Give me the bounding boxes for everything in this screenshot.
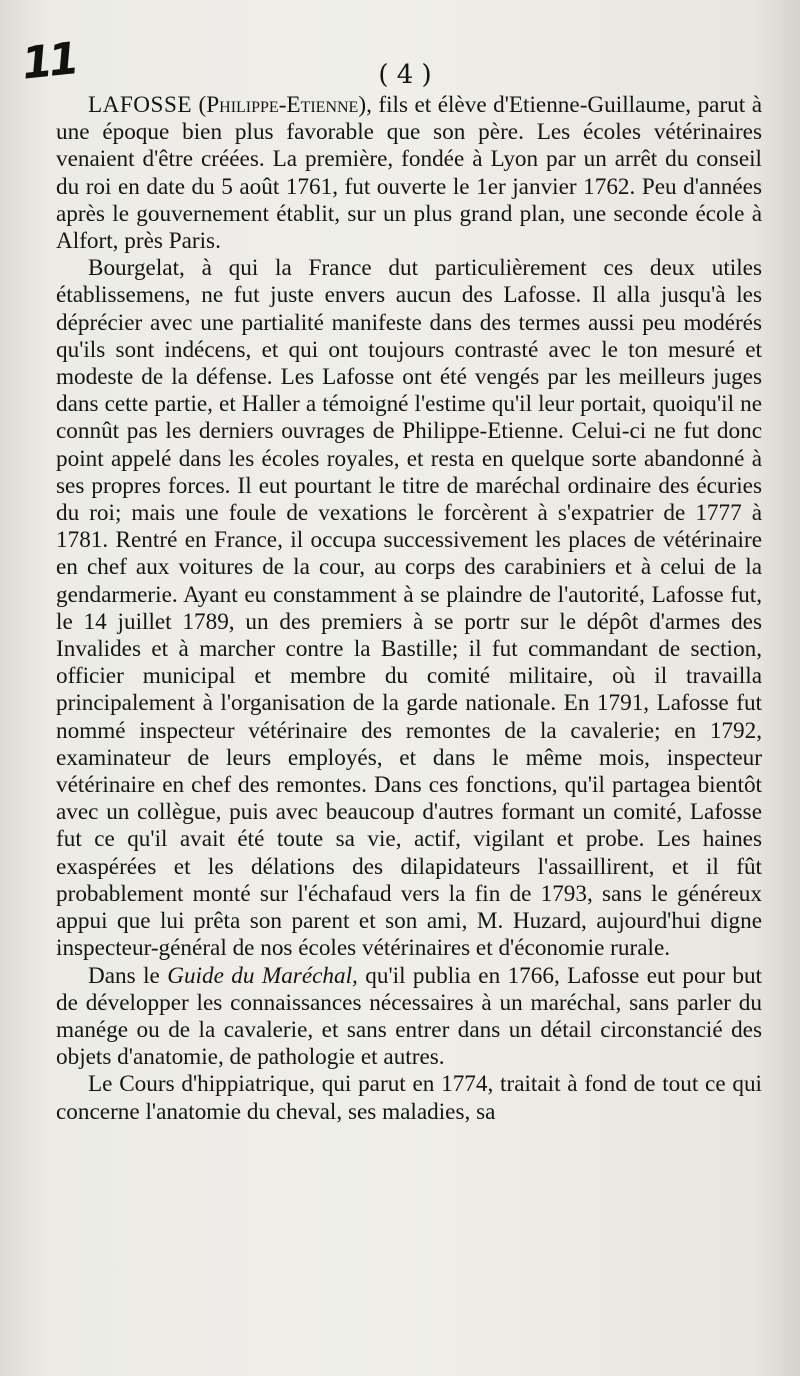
entry-name-parenthetical: (Philippe-Etienne) (198, 92, 367, 118)
paragraph-1-text: , fils et élève d'Etienne-Guillaume, parut à une époque bien plus favorable que son père. Les écoles vétérinaires venaient d'être créées. La première, fondée à Lyon par un arrêt du conseil du roi en date du 5 août 1761, fut ouverte le 1er janvier 1762. Peu d'années après le gouvernement établit, sur un plus grand plan, une seconde école à Alfort, près Paris. (56, 92, 763, 255)
body-text (56, 92, 762, 1126)
handwritten-margin-number: 11 (19, 33, 78, 90)
paragraph-4: Le Cours d'hippiatrique, qui parut en 1774, traitait à fond de tout ce qui concerne l'anatomie du cheval, ses maladies, sa (56, 1071, 762, 1125)
entry-name: LAFOSSE (88, 92, 193, 118)
paragraph-1 (56, 92, 762, 255)
page-number: ( 4 ) (378, 60, 432, 90)
paragraph-2: Bourgelat, à qui la France dut particulièrement ces deux utiles établissemens, ne fut juste envers aucun des Lafosse. Il alla jusqu'à les déprécier avec une partialité manifeste dans des termes aussi peu modérés qu'ils sont indécens, et qui ont toujours contrasté avec le ton mesuré et modeste de la défense. Les Lafosse ont été vengés par les meilleurs juges dans cette partie, et Haller a témoigné l'estime qu'il leur portait, quoiqu'il ne connût pas les derniers ouvrages de Philippe-Etienne. Celui-ci ne fut donc point appelé dans les écoles royales, et resta en quelque sorte abandonné à ses propres forces. Il eut pourtant le titre de maréchal ordinaire des écuries du roi; mais une foule de vexations le forcèrent à s'expatrier de 1777 à 1781. Rentré en France, il occupa successivement les places de vétérinaire en chef aux voitures de la cour, au corps des carabiniers et à celui de la gendarmerie. Ayant eu constamment à se plaindre de l'autorité, Lafosse fut, le 14 juillet 1789, un des premiers à se portr sur le dépôt d'armes des Invalides et à marcher contre la Bastille; il fut commandant de section, officier municipal et membre du comité militaire, où il travailla principalement à l'organisation de la garde nationale. En 1791, Lafosse fut nommé inspecteur vétérinaire des remontes de la cavalerie; en 1792, examinateur de leurs employés, et dans le même mois, inspecteur vétérinaire en chef des remontes. Dans ces fonctions, qu'il partagea bientôt avec un collègue, puis avec beaucoup d'autres formant un comité, Lafosse fut ce qu'il avait été toute sa vie, actif, vigilant et probe. Les haines exaspérées et les délations des dilapidateurs l'assaillirent, et il fût probablement monté sur l'échafaud vers la fin de 1793, sans le généreux appui que lui prêta son parent et son ami, M. Huzard, aujourd'hui digne inspecteur-général de nos écoles vétérinaires et d'économie rurale. (56, 255, 762, 962)
book-title: Guide du Maréchal, (167, 962, 358, 989)
paragraph-3-text: qu'il publia en 1766, Lafosse eut pour but de développer les connaissances nécessaires à un maréchal, sans parler du manége ou de la cavalerie, et sans entrer dans un détail circonstancié des objets d'anatomie, de pathologie et autres. (56, 962, 762, 1071)
paragraph-3-lead: Dans le (88, 962, 168, 989)
paragraph-3 (56, 963, 762, 1072)
